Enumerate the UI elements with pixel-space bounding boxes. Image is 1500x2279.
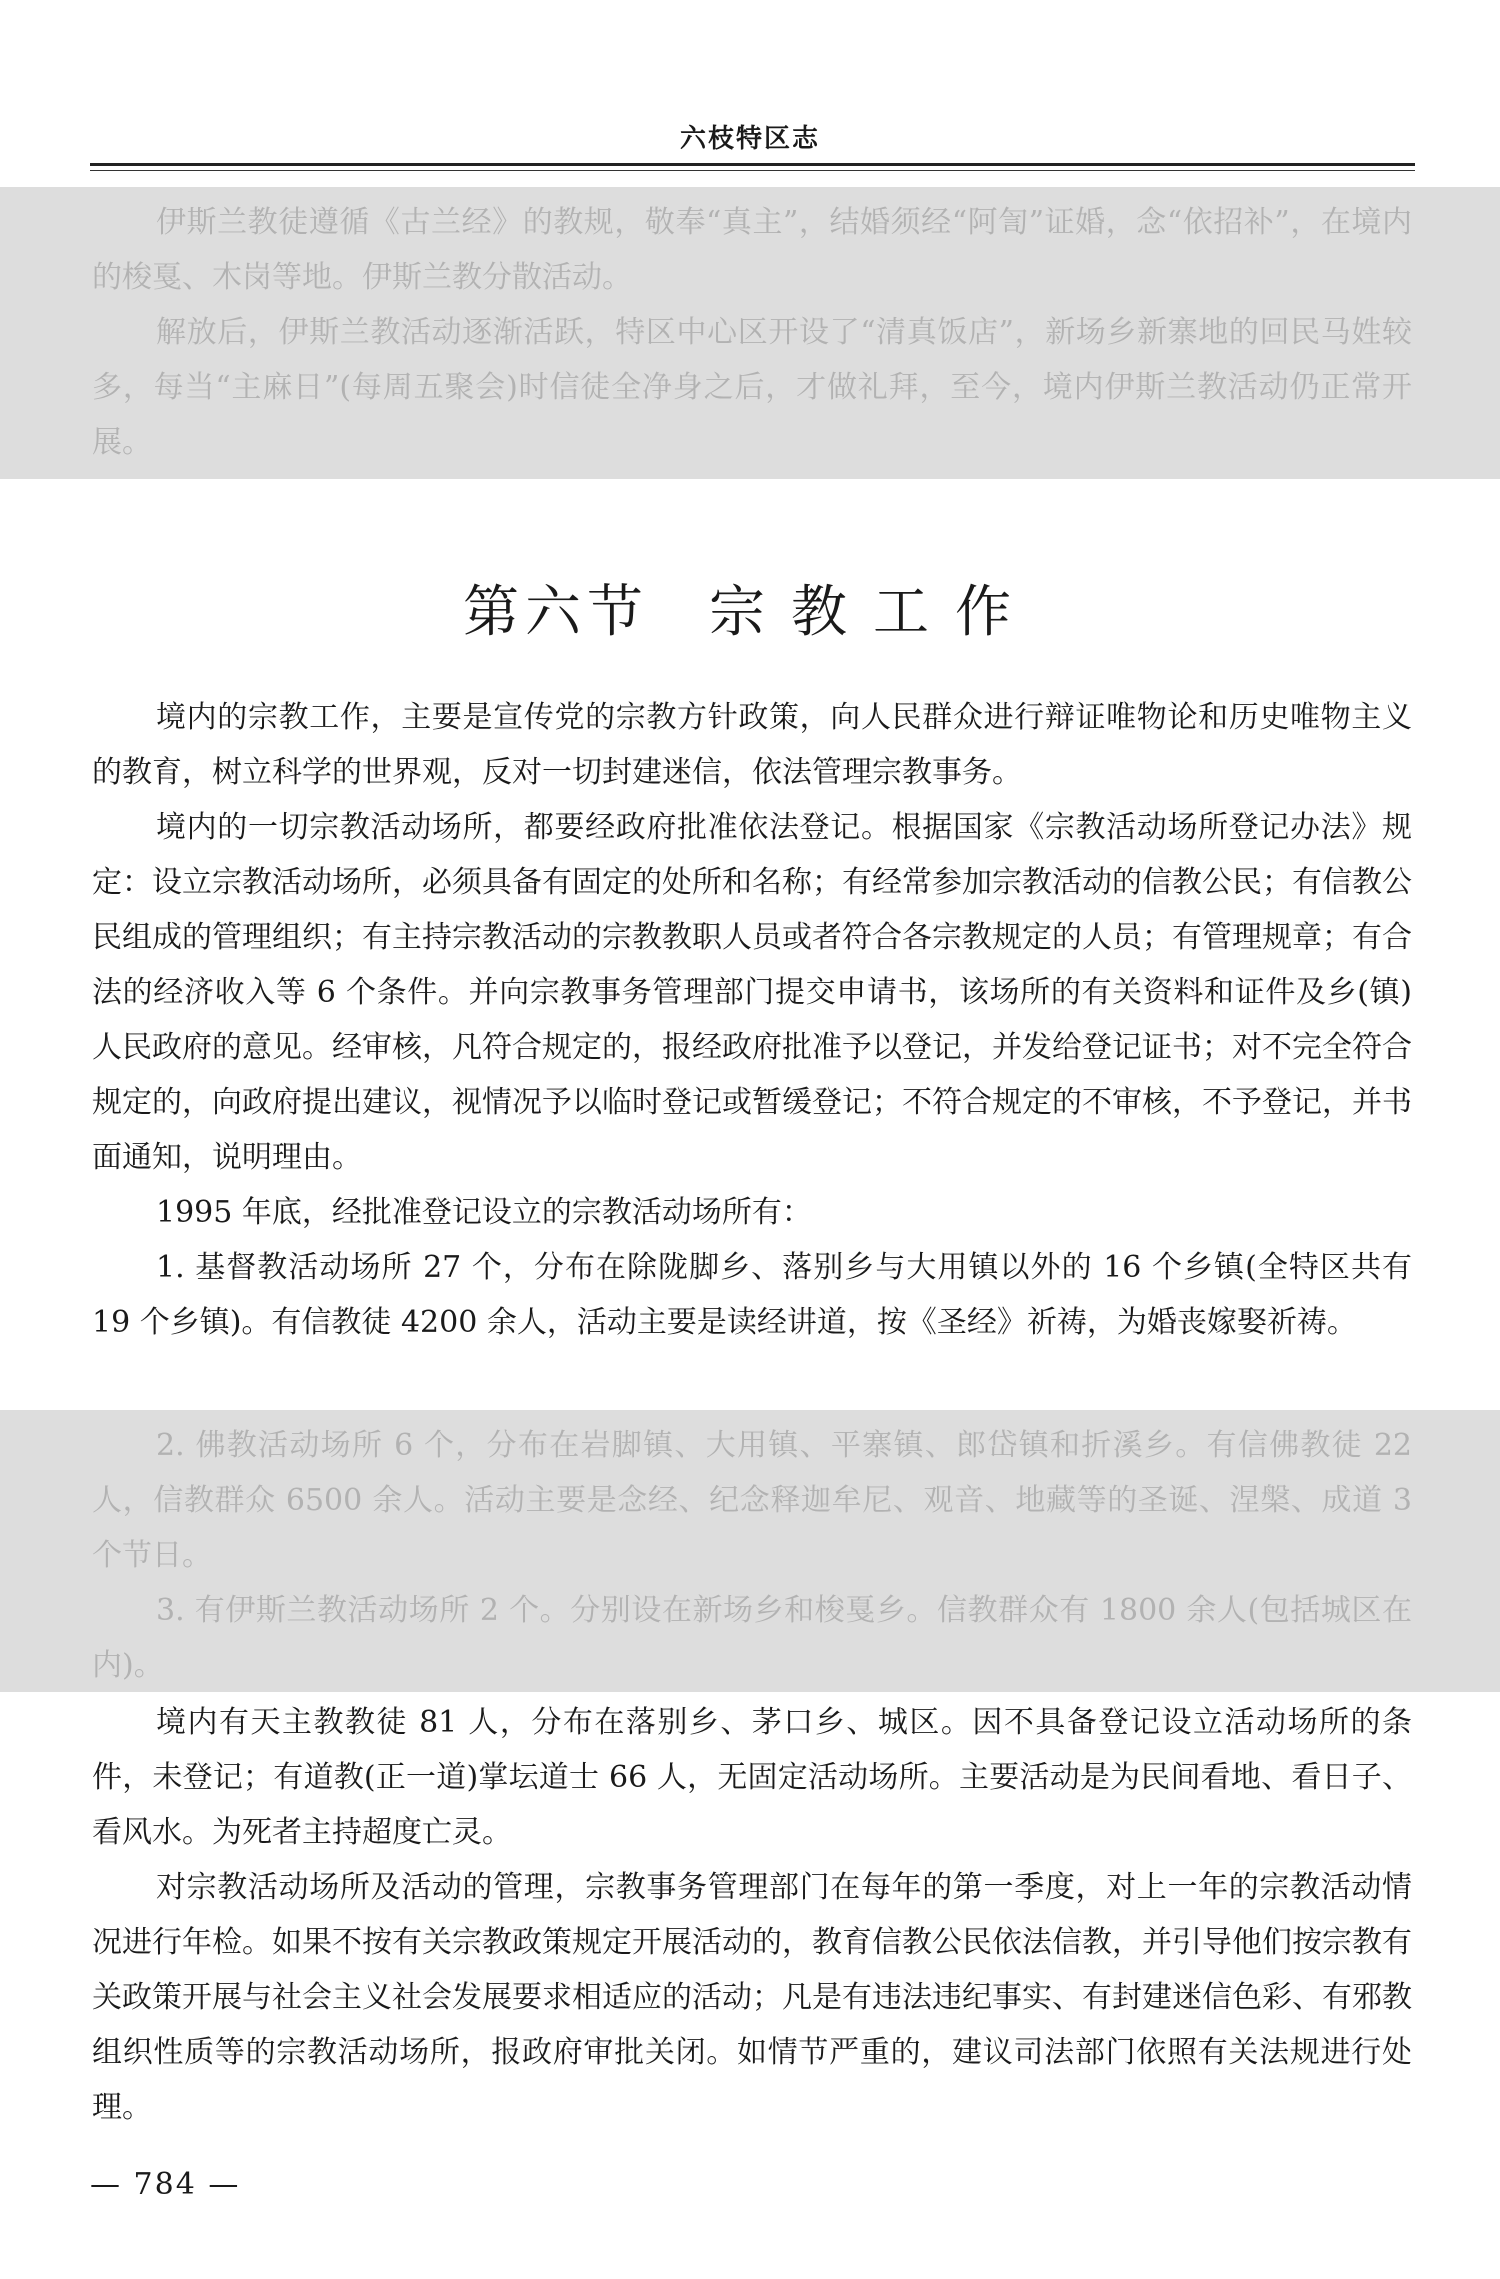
paragraph-islamic-venues: 3. 有伊斯兰教活动场所 2 个。分别设在新场乡和梭戛乡。信教群众有 1800 余人(包括城区在内)。 bbox=[92, 1593, 1412, 1683]
running-title: 六枝特区志 bbox=[679, 124, 820, 154]
paragraph-buddhist-venues: 2. 佛教活动场所 6 个，分布在岩脚镇、大用镇、平寨镇、郎岱镇和折溪乡。有信佛教徒 22 人，信教群众 6500 余人。活动主要是念经、纪念释迦牟尼、观音、地藏等的圣诞、涅槃、成道 3 个节日。 bbox=[92, 1428, 1412, 1573]
section-heading bbox=[0, 568, 1500, 648]
section-title: 宗教工作 bbox=[709, 580, 1037, 645]
paragraph-christian-venues: 1. 基督教活动场所 27 个，分布在除陇脚乡、落别乡与大用镇以外的 16 个乡镇(全特区共有 19 个乡镇)。有信教徒 4200 余人，活动主要是读经讲道，按《圣经》祈祷，为婚丧嫁娶祈祷。 bbox=[92, 1250, 1412, 1340]
paragraph-registration-rules: 境内的一切宗教活动场所，都要经政府批准依法登记。根据国家《宗教活动场所登记办法》规定：设立宗教活动场所，必须具备有固定的处所和名称；有经常参加宗教活动的信教公民；有信教公民组成的管理组织；有主持宗教活动的宗教教职人员或者符合各宗教规定的人员；有管理规章；有合法的经济收入等 6 个条件。并向宗教事务管理部门提交申请书，该场所的有关资料和证件及乡(镇)人民政府的意见。经审核，凡符合规定的，报经政府批准予以登记，并发给登记证书；对不完全符合规定的，向政府提出建议，视情况予以临时登记或暂缓登记；不符合规定的不审核，不予登记，并书面通知，说明理由。 bbox=[92, 810, 1412, 1175]
paragraph-1995-summary: 1995 年底，经批准登记设立的宗教活动场所有： bbox=[156, 1195, 812, 1230]
section-number: 第六节 bbox=[463, 580, 649, 645]
page-number: — 784 — bbox=[90, 2167, 241, 2202]
header-rule-thin bbox=[90, 170, 1415, 171]
paragraph-venue-management: 对宗教活动场所及活动的管理，宗教事务管理部门在每年的第一季度，对上一年的宗教活动情况进行年检。如果不按有关宗教政策规定开展活动的，教育信教公民依法信教，并引导他们按宗教有关政策开展与社会主义社会发展要求相适应的活动；凡是有违法违纪事实、有封建迷信色彩、有邪教组织性质等的宗教活动场所，报政府审批关闭。如情节严重的，建议司法部门依照有关法规进行处理。 bbox=[92, 1870, 1412, 2125]
paragraph-religious-work-intro: 境内的宗教工作，主要是宣传党的宗教方针政策，向人民群众进行辩证唯物论和历史唯物主义的教育，树立科学的世界观，反对一切封建迷信，依法管理宗教事务。 bbox=[92, 700, 1412, 790]
header-rule-thick bbox=[90, 163, 1415, 166]
paragraph-catholic-taoist: 境内有天主教教徒 81 人，分布在落别乡、茅口乡、城区。因不具备登记设立活动场所的条件，未登记；有道教(正一道)掌坛道士 66 人，无固定活动场所。主要活动是为民间看地、看日子、看风水。为死者主持超度亡灵。 bbox=[92, 1705, 1412, 1850]
paragraph-islam-customs: 伊斯兰教徒遵循《古兰经》的教规，敬奉“真主”，结婚须经“阿訇”证婚，念“依招补”，在境内的梭戛、木岗等地。伊斯兰教分散活动。 bbox=[92, 205, 1412, 295]
paragraph-islam-after-liberation: 解放后，伊斯兰教活动逐渐活跃，特区中心区开设了“清真饭店”，新场乡新寨地的回民马姓较多，每当“主麻日”(每周五聚会)时信徒全净身之后，才做礼拜，至今，境内伊斯兰教活动仍正常开展。 bbox=[92, 315, 1412, 460]
